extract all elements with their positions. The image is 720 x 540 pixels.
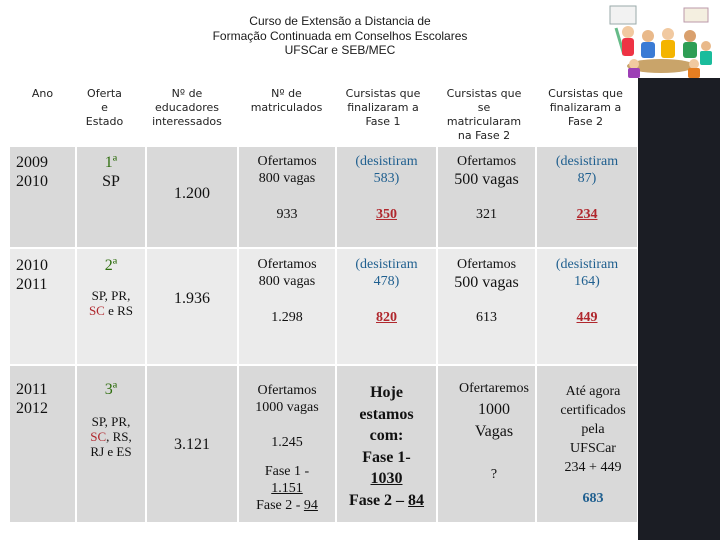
col-header-fase2m-l4: na Fase 2 (457, 129, 511, 142)
row3-oferta-estado (77, 414, 145, 459)
row3-matriculados-total: 1.245 (271, 435, 303, 450)
col-header-matriculados-l2: matriculados (250, 101, 323, 114)
row3-fase1-l2: estamos (359, 405, 414, 423)
row1-fase2m-oferta-l1: Ofertamos (456, 154, 517, 169)
col-header-fase1-l2: finalizaram a (347, 101, 419, 114)
row3-matriculados-fase2-value: 94 (303, 498, 318, 513)
classroom-people-icon (606, 0, 716, 80)
row1-oferta (77, 153, 145, 191)
row3-fase1-fase2-value: 84 (408, 491, 425, 509)
row3-matriculados-fase1-value: 1.151 (271, 481, 303, 496)
row2-oferta-estado-rs: e RS (108, 303, 134, 318)
row3-matriculados-oferta-l1: Ofertamos (257, 383, 317, 398)
col-header-fase2f-l3: Fase 2 (567, 115, 604, 128)
row1-matriculados-total: 933 (276, 207, 298, 222)
row3-ano (16, 380, 70, 418)
row3-matriculados-fase1-label: Fase 1 - (264, 464, 310, 479)
col-header-oferta (77, 80, 132, 145)
row2-fase2f-desistiram (537, 256, 637, 290)
header-line-2: Formação Continuada em Conselhos Escolares (212, 28, 468, 43)
row2-oferta-estado-l1: SP, PR, (91, 288, 131, 303)
row1-fase2m-oferta (438, 153, 535, 189)
course-header (150, 14, 530, 58)
row3-fase1-fase2-label: Fase 2 – (348, 491, 409, 509)
row1-fase2f-desistiram-l2: 87) (577, 171, 597, 186)
row1-fase1-desistiram-l1: (desistiram (355, 154, 418, 169)
row1-fase2f-desistiram-l1: (desistiram (555, 154, 619, 169)
row3-oferta-estado-sc: SC (90, 429, 107, 444)
row1-oferta-num: 1ª (104, 154, 118, 171)
col-header-educadores-l3: interessados (152, 115, 222, 128)
row2-fase2m-oferta (438, 256, 535, 292)
row3-oferta-estado-rs: , RS, (106, 429, 132, 444)
row2-oferta-estado (77, 288, 145, 318)
row2-fase2f-total: 449 (576, 310, 598, 325)
row3-fase1-value: 1030 (370, 470, 403, 487)
row2-matriculados-oferta (239, 256, 335, 290)
row2-fase2m-oferta-l2: 500 vagas (454, 274, 519, 291)
row1-educadores: 1.200 (174, 185, 210, 202)
col-header-ano (10, 80, 75, 145)
row2-oferta-estado-sc: SC (88, 303, 105, 318)
row2-matriculados-oferta-l2: 800 vagas (258, 274, 316, 289)
col-header-educadores-l1: Nº de (171, 87, 203, 100)
row1-matriculados-oferta (239, 153, 335, 187)
row1-ano (16, 153, 70, 191)
header-line-1: Curso de Extensão a Distancia de (249, 14, 431, 28)
col-header-fase2m-l3: matricularam (446, 115, 522, 128)
side-decoration-bar (638, 78, 720, 540)
col-header-educadores-l2: educadores (154, 101, 219, 114)
col-header-fase1-l3: Fase 1 (365, 115, 401, 128)
row3-fase2m-vagas-num: 1000 (478, 401, 510, 418)
row3-matriculados-oferta (239, 382, 335, 416)
row3-fase2f-l1: Até agora (565, 384, 621, 399)
col-header-ano-text: Ano (31, 87, 54, 100)
row1-fase2m-total: 321 (476, 207, 497, 222)
row2-fase2f-desistiram-l1: (desistiram (555, 257, 619, 272)
row1-ano-start: 2009 (16, 154, 48, 171)
row2-fase2m-total: 613 (476, 310, 497, 325)
row3-fase2m-vagas (438, 399, 550, 443)
row1-fase2f-total: 234 (576, 207, 598, 222)
row1-fase2f-desistiram (537, 153, 637, 187)
row3-matriculados-oferta-l2: 1000 vagas (255, 400, 319, 415)
row2-ano (16, 256, 70, 294)
row1-fase1-desistiram-l2: 583) (373, 171, 400, 186)
row3-oferta-estado-l3: RJ e ES (90, 444, 132, 459)
row3-fase2m-ofertaremos: Ofertaremos (459, 381, 529, 396)
row3-fase2f-l5: 234 + 449 (564, 460, 622, 475)
col-header-fase1-l1: Cursistas que (345, 87, 421, 100)
row3-matriculados-fase2-label: Fase 2 - (256, 498, 304, 513)
row1-matriculados-oferta-l2: 800 vagas (258, 171, 316, 186)
col-header-fase2f-l2: finalizaram a (549, 101, 622, 114)
row1-matriculados-oferta-l1: Ofertamos (257, 154, 317, 169)
row2-ano-end: 2011 (16, 276, 48, 293)
row3-fase2f-certificados (537, 382, 649, 477)
row3-fase1-l3: com: (369, 427, 404, 444)
col-header-oferta-l2: e (101, 101, 108, 114)
row1-fase1-desistiram (337, 153, 436, 187)
row3-oferta-num: 3ª (104, 381, 118, 398)
col-header-oferta-l3: Estado (85, 115, 124, 128)
data-table (10, 80, 637, 522)
col-header-educadores (147, 80, 227, 145)
row3-fase2f-l2: certificados (560, 403, 626, 418)
row3-fase1-l1: Hoje (370, 384, 403, 401)
row2-matriculados-oferta-l1: Ofertamos (257, 257, 317, 272)
header-line-3: UFSCar e SEB/MEC (284, 43, 396, 57)
col-header-fase2m-l1: Cursistas que (446, 87, 522, 100)
row1-fase1-total: 350 (376, 207, 397, 222)
row2-matriculados-total: 1.298 (271, 310, 303, 325)
row3-fase2f-l4: UFSCar (570, 441, 616, 456)
row3-ano-end: 2012 (16, 400, 48, 417)
row2-fase2m-oferta-l1: Ofertamos (456, 257, 517, 272)
col-header-fase2m-l2: se (477, 101, 491, 114)
row2-ano-start: 2010 (16, 257, 48, 274)
row2-fase2f-desistiram-l2: 164) (574, 274, 600, 289)
row3-fase2f-total: 683 (582, 491, 604, 506)
row3-educadores: 3.121 (174, 436, 210, 453)
row3-fase1-status (337, 382, 436, 511)
row1-oferta-estado: SP (102, 173, 120, 190)
row2-fase1-total: 820 (376, 310, 397, 325)
row3-ano-start: 2011 (16, 381, 48, 398)
col-header-fase2f-l1: Cursistas que (548, 87, 623, 100)
row2-educadores: 1.936 (174, 290, 210, 307)
col-header-matriculados (239, 80, 334, 145)
row3-oferta-estado-l1: SP, PR, (91, 414, 131, 429)
col-header-matricularam-fase2 (438, 80, 530, 145)
col-header-oferta-l1: Oferta (87, 87, 122, 100)
row1-fase2m-oferta-l2: 500 vagas (454, 171, 519, 188)
row3-fase2f-l3: pela (581, 422, 605, 437)
row1-ano-end: 2010 (16, 173, 48, 190)
row2-fase1-desistiram (337, 256, 436, 290)
col-header-finalizaram-fase1 (337, 80, 429, 145)
row3-fase2m-unknown: ? (490, 467, 498, 482)
col-header-matriculados-l1: Nº de (271, 87, 302, 100)
col-header-finalizaram-fase2 (537, 80, 634, 145)
row3-matriculados-fases (239, 463, 335, 514)
row3-fase1-l4: Fase 1- (362, 448, 411, 466)
row2-fase1-desistiram-l2: 478) (373, 274, 400, 289)
row2-oferta-num: 2ª (104, 257, 118, 274)
row3-fase2m-vagas-label: Vagas (474, 423, 514, 440)
row2-fase1-desistiram-l1: (desistiram (355, 257, 418, 272)
